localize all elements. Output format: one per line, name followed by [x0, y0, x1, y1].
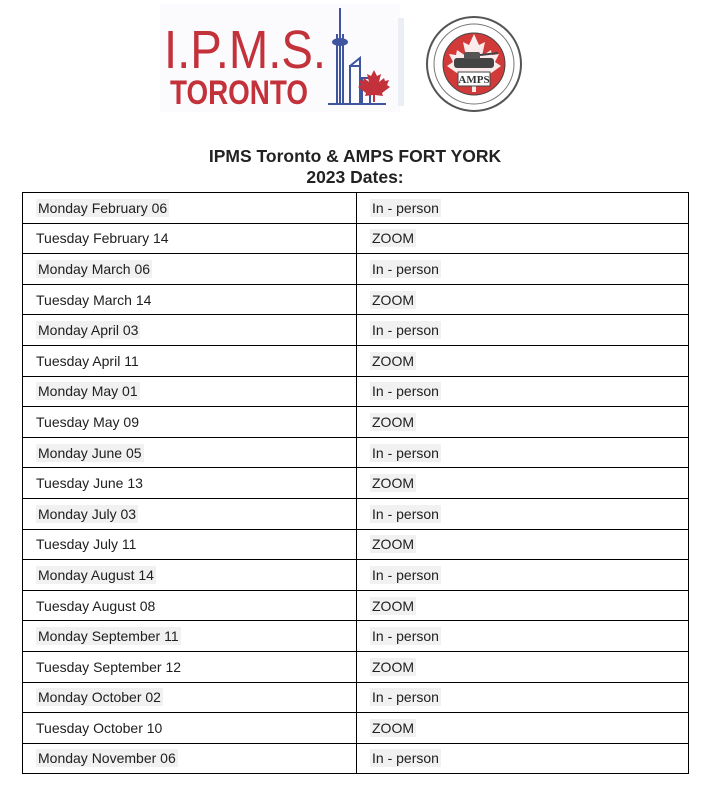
title-line-1: IPMS Toronto & AMPS FORT YORK	[208, 146, 502, 166]
meeting-format: In - person	[372, 505, 439, 522]
logo-divider	[398, 18, 404, 106]
table-row	[23, 560, 689, 591]
meeting-date: Tuesday October 10	[36, 719, 163, 736]
format-cell	[357, 529, 689, 560]
table-row	[23, 590, 689, 621]
meeting-format: In - person	[372, 383, 439, 400]
meeting-format: In - person	[372, 689, 439, 706]
date-cell	[23, 743, 357, 774]
amps-logo-text: AMPS	[458, 74, 490, 86]
meeting-format: In - person	[372, 260, 439, 277]
table-row	[23, 284, 689, 315]
title-line-2: 2023 Dates:	[306, 167, 404, 187]
page-title	[0, 146, 710, 188]
meeting-date: Tuesday February 14	[36, 230, 169, 247]
date-cell	[23, 193, 357, 224]
meeting-format: In - person	[372, 444, 439, 461]
meeting-format: ZOOM	[372, 719, 414, 736]
format-cell	[357, 315, 689, 346]
meeting-format: ZOOM	[372, 291, 414, 308]
table-row	[23, 223, 689, 254]
meeting-format: ZOOM	[372, 352, 414, 369]
date-cell	[23, 682, 357, 713]
meeting-date: Tuesday July 11	[36, 536, 137, 553]
format-cell	[357, 407, 689, 438]
format-cell	[357, 254, 689, 285]
date-cell	[23, 437, 357, 468]
format-cell	[357, 284, 689, 315]
table-row	[23, 713, 689, 744]
toronto-logo-text: TORONTO	[170, 74, 308, 112]
ipms-logo-text: I.P.M.S.	[164, 20, 326, 80]
table-row	[23, 437, 689, 468]
meeting-format: ZOOM	[372, 230, 414, 247]
date-cell	[23, 407, 357, 438]
date-cell	[23, 315, 357, 346]
table-row	[23, 651, 689, 682]
format-cell	[357, 498, 689, 529]
logo-bar	[160, 4, 530, 112]
meeting-format: In - person	[372, 628, 439, 645]
format-cell	[357, 468, 689, 499]
table-row	[23, 682, 689, 713]
meeting-date: Tuesday September 12	[36, 658, 182, 675]
date-cell	[23, 590, 357, 621]
table-row	[23, 621, 689, 652]
meeting-format: In - person	[372, 566, 439, 583]
format-cell	[357, 437, 689, 468]
date-cell	[23, 621, 357, 652]
meeting-date: Monday October 02	[38, 689, 161, 706]
amps-fort-york-logo	[424, 14, 524, 114]
meeting-date: Tuesday June 13	[36, 475, 143, 492]
meeting-format: ZOOM	[372, 413, 414, 430]
meeting-date: Tuesday April 11	[36, 352, 139, 369]
table-row	[23, 376, 689, 407]
meeting-date: Monday July 03	[38, 505, 137, 522]
table-row	[23, 498, 689, 529]
format-cell	[357, 376, 689, 407]
format-cell	[357, 651, 689, 682]
date-cell	[23, 254, 357, 285]
format-cell	[357, 223, 689, 254]
ipms-toronto-logo	[160, 4, 400, 112]
format-cell	[357, 713, 689, 744]
meeting-date: Monday March 06	[38, 260, 151, 277]
meeting-date: Tuesday August 08	[36, 597, 156, 614]
meeting-date: Monday June 05	[38, 444, 142, 461]
meeting-date: Monday April 03	[38, 322, 139, 339]
date-cell	[23, 713, 357, 744]
meeting-dates-table	[22, 192, 689, 774]
format-cell	[357, 743, 689, 774]
table-row	[23, 193, 689, 224]
format-cell	[357, 621, 689, 652]
meeting-date: Monday February 06	[38, 199, 168, 216]
meeting-format: ZOOM	[372, 597, 414, 614]
table-row	[23, 529, 689, 560]
date-cell	[23, 345, 357, 376]
format-cell	[357, 590, 689, 621]
table-row	[23, 315, 689, 346]
date-cell	[23, 651, 357, 682]
format-cell	[357, 682, 689, 713]
meeting-date: Monday September 11	[38, 628, 179, 645]
meeting-format: ZOOM	[372, 658, 414, 675]
format-cell	[357, 345, 689, 376]
date-cell	[23, 223, 357, 254]
meeting-format: In - person	[372, 199, 439, 216]
meeting-format: In - person	[372, 322, 439, 339]
meeting-date: Monday May 01	[38, 383, 138, 400]
table-row	[23, 407, 689, 438]
date-cell	[23, 529, 357, 560]
meeting-format: ZOOM	[372, 536, 414, 553]
meeting-format: In - person	[372, 750, 439, 767]
date-cell	[23, 560, 357, 591]
meeting-format: ZOOM	[372, 475, 414, 492]
date-cell	[23, 498, 357, 529]
table-row	[23, 468, 689, 499]
format-cell	[357, 560, 689, 591]
table-row	[23, 743, 689, 774]
date-cell	[23, 468, 357, 499]
meeting-dates-body	[23, 193, 689, 774]
date-cell	[23, 376, 357, 407]
table-row	[23, 345, 689, 376]
table-row	[23, 254, 689, 285]
meeting-date: Tuesday March 14	[36, 291, 152, 308]
date-cell	[23, 284, 357, 315]
format-cell	[357, 193, 689, 224]
meeting-date: Monday August 14	[38, 566, 154, 583]
meeting-date: Tuesday May 09	[36, 413, 139, 430]
meeting-date: Monday November 06	[38, 750, 176, 767]
